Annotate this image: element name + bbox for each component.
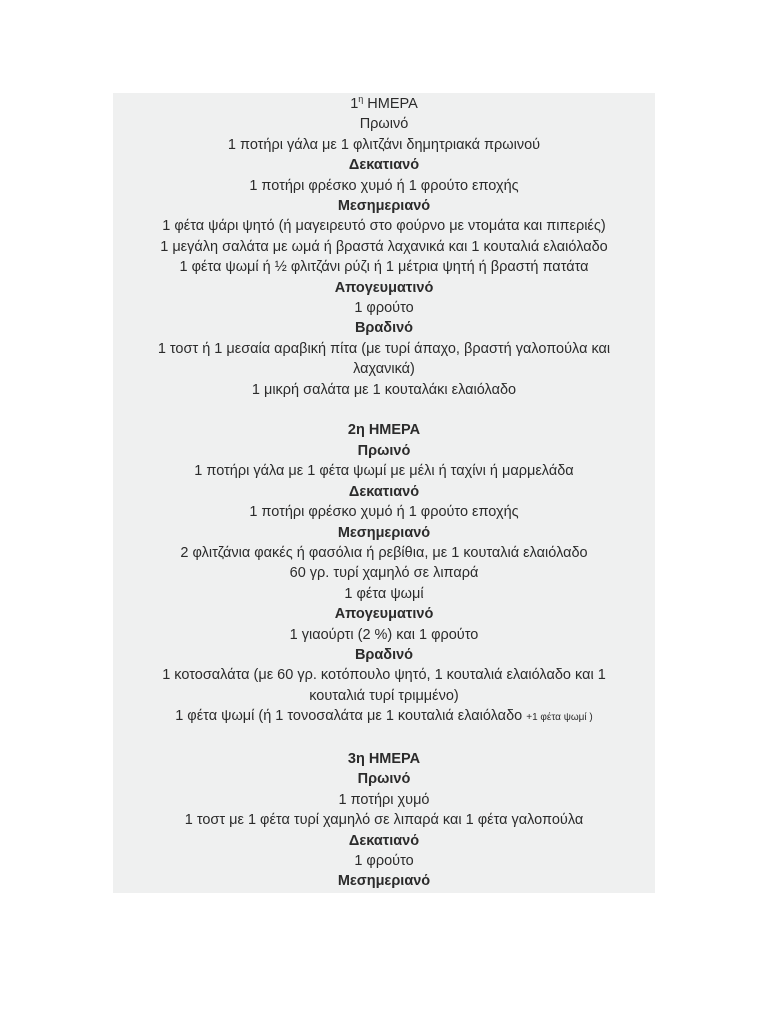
day1-title-number: 1: [350, 96, 359, 112]
day1-lunch-item-1: 1 φέτα ψάρι ψητό (ή μαγειρευτό στο φούρνο με ντομάτα και πιπεριές): [162, 218, 606, 235]
day3-breakfast-heading: Πρωινό: [357, 771, 411, 788]
document-page: [113, 93, 655, 893]
day2-breakfast-heading: Πρωινό: [357, 442, 411, 459]
day2-dinner-item-2-small: +1 φέτα ψωμί ): [526, 712, 593, 724]
day2-afternoon-heading: Απογευματινό: [334, 606, 434, 623]
day2-snack-heading: Δεκατιανό: [348, 483, 420, 500]
day3-lunch-heading: Μεσημεριανό: [337, 873, 431, 890]
day2-lunch-heading: Μεσημεριανό: [337, 524, 431, 541]
section-spacer: [113, 400, 655, 420]
day3-snack-heading: Δεκατιανό: [348, 832, 420, 849]
day1-dinner-item-1a: 1 τοστ ή 1 μεσαία αραβική πίτα (με τυρί άπαχο, βραστή γαλοπούλα και: [157, 340, 611, 357]
day2-title: 2η ΗΜΕΡΑ: [347, 422, 421, 439]
day1-lunch-heading: Μεσημεριανό: [337, 198, 431, 215]
day2-dinner-item-2: [113, 706, 655, 728]
day1-title-sup: η: [358, 94, 364, 105]
day2-dinner-item-1a: 1 κοτοσαλάτα (με 60 γρ. κοτόπουλο ψητό, 1 κουταλιά ελαιόλαδο και 1: [162, 667, 606, 684]
day1-snack-heading: Δεκατιανό: [348, 157, 420, 174]
day2-lunch-item-3: 1 φέτα ψωμί: [344, 585, 424, 602]
day2-dinner-item-2-main: 1 φέτα ψωμί (ή 1 τονοσαλάτα με 1 κουταλιά ελαιόλαδο: [175, 708, 527, 725]
day1-dinner-item-2: 1 μικρή σαλάτα με 1 κουταλάκι ελαιόλαδο: [251, 381, 517, 398]
day3-snack-item: 1 φρούτο: [354, 853, 414, 869]
day1-title: [113, 94, 655, 114]
day2-dinner-item-1b: κουταλιά τυρί τριμμένο): [309, 687, 459, 704]
day1-title-rest: ΗΜΕΡΑ: [363, 96, 418, 112]
day2-breakfast-item: 1 ποτήρι γάλα με 1 φέτα ψωμί με μέλι ή ταχίνι ή μαρμελάδα: [194, 463, 574, 480]
day1-breakfast-heading: Πρωινό: [359, 116, 409, 133]
day2-afternoon-item: 1 γιαούρτι (2 %) και 1 φρούτο: [289, 626, 479, 643]
day1-snack-item: 1 ποτήρι φρέσκο χυμό ή 1 φρούτο εποχής: [249, 177, 519, 194]
day1-lunch-item-3: 1 φέτα ψωμί ή ½ φλιτζάνι ρύζι ή 1 μέτρια ψητή ή βραστή πατάτα: [179, 259, 589, 276]
day1-breakfast-item: 1 ποτήρι γάλα με 1 φλιτζάνι δημητριακά πρωινού: [227, 136, 541, 153]
day1-afternoon-heading: Απογευματινό: [334, 279, 434, 296]
diet-plan-text: [113, 93, 655, 892]
day1-afternoon-item: 1 φρούτο: [354, 300, 414, 317]
day1-lunch-item-2: 1 μεγάλη σαλάτα με ωμά ή βραστά λαχανικά και 1 κουταλιά ελαιόλαδο: [160, 238, 608, 255]
day3-title: 3η ΗΜΕΡΑ: [347, 750, 421, 767]
day3-breakfast-item-2: 1 τοστ με 1 φέτα τυρί χαμηλό σε λιπαρά και 1 φέτα γαλοπούλα: [184, 812, 584, 829]
day1-dinner-item-1b: λαχανικά): [353, 361, 415, 378]
section-spacer: [113, 729, 655, 749]
day2-snack-item: 1 ποτήρι φρέσκο χυμό ή 1 φρούτο εποχής: [249, 504, 519, 521]
day1-dinner-heading: Βραδινό: [354, 320, 414, 337]
day2-lunch-item-1: 2 φλιτζάνια φακές ή φασόλια ή ρεβίθια, με 1 κουταλιά ελαιόλαδο: [180, 544, 588, 561]
day2-dinner-heading: Βραδινό: [354, 646, 414, 663]
day3-breakfast-item-1: 1 ποτήρι χυμό: [338, 791, 430, 808]
day2-lunch-item-2: 60 γρ. τυρί χαμηλό σε λιπαρά: [289, 565, 479, 582]
